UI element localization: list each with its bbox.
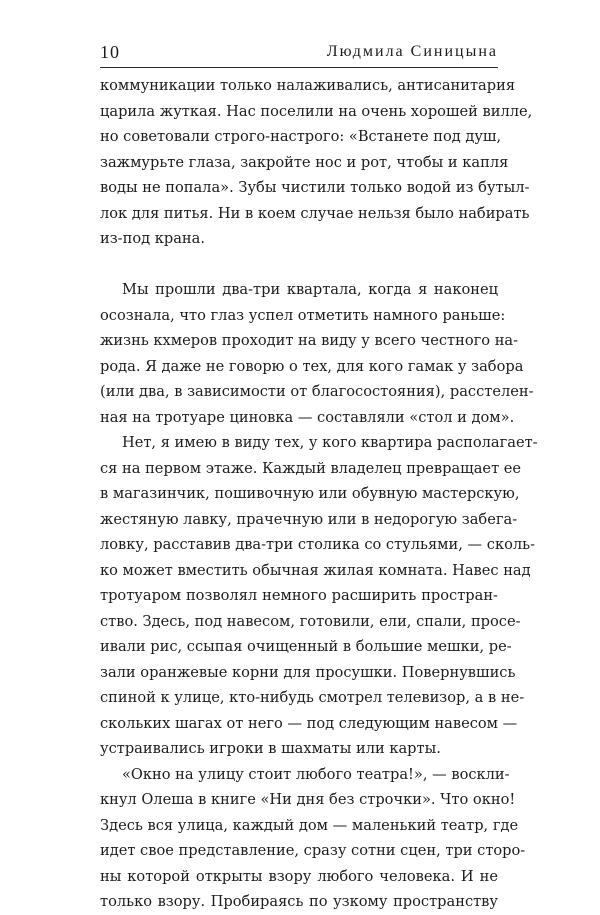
text-line: Здесь вся улица, каждый дом — маленький театр, где [100, 816, 519, 834]
text-line: «Окно на улицу стоит любого театра!», — воскли- [122, 765, 510, 783]
text-line: скольких шагах от него — под следующим навесом — [100, 714, 518, 732]
body-text [100, 73, 538, 915]
running-title: Людмила Синицына [326, 43, 498, 60]
text-line: тротуаром позволял немного расширить простран- [100, 587, 498, 604]
text-line: (или два, в зависимости от благосостояния), расстелен- [100, 383, 534, 400]
text-line: ко может вместить обычная жилая комната. Навес над [100, 561, 531, 579]
running-head [100, 42, 498, 68]
text-line: идет свое представление, сразу сотни сцен, три сторо- [100, 842, 526, 859]
text-line: из-под крана. [100, 230, 205, 247]
paragraph-3 [100, 430, 538, 762]
text-line: ная на тротуаре циновка — составляли «стол и дом». [100, 408, 515, 426]
text-line: коммуникации только налаживались, антисанитария [100, 77, 516, 94]
text-line: Нет, я имею в виду тех, у кого квартира располагает- [122, 434, 538, 451]
paragraph-2 [100, 277, 534, 430]
text-line: зажмурьте глаза, закройте нос и рот, чтобы и капля [100, 153, 509, 171]
text-line: спиной к улице, кто-нибудь смотрел телевизор, а в не- [100, 689, 525, 706]
text-line: воды не попала». Зубы чистили только водой из бутыл- [100, 179, 530, 196]
text-line: жизнь кхмеров проходит на виду у всего честного на- [100, 332, 519, 349]
text-line: Мы прошли два-три квартала, когда я наконец [122, 281, 498, 298]
text-line: ся на первом этаже. Каждый владелец превращает ее [100, 459, 522, 477]
paragraph-4 [100, 762, 526, 915]
text-line: ство. Здесь, под навесом, готовили, ели, спали, просе- [100, 612, 521, 630]
text-line: устраивались игроки в шахматы или карты. [100, 740, 441, 757]
text-line: кнул Олеша в книге «Ни дня без строчки». Что окно! [100, 791, 516, 808]
text-line: ны которой открыты взору любого человека. И не [100, 867, 498, 885]
text-line: лок для питья. Ни в коем случае нельзя было набирать [100, 204, 530, 222]
page-number: 10 [100, 42, 120, 62]
paragraph-1 [100, 73, 533, 252]
text-line: зали оранжевые корни для просушки. Повернувшись [100, 663, 516, 681]
text-line: осознала, что глаз успел отметить намного раньше: [100, 306, 506, 324]
text-line: царила жуткая. Нас поселили на очень хорошей вилле, [100, 102, 533, 120]
header-rule [100, 67, 498, 68]
text-line: но советовали строго-настрого: «Встанете под душ, [100, 128, 502, 145]
text-line: только взору. Пробираясь по узкому пространству [100, 893, 498, 910]
text-line: в магазинчик, пошивочную или обувную мастерскую, [100, 485, 520, 502]
text-line: рода. Я даже не говорю о тех, для кого гамак у забора [100, 357, 524, 375]
text-line: ловку, расставив два-три столика со стульями, — сколь- [100, 536, 535, 553]
text-line: жестяную лавку, прачечную или в недорогую забега- [100, 510, 518, 528]
text-line: ивали рис, ссыпая очищенный в большие мешки, ре- [100, 638, 512, 655]
section-break [100, 252, 498, 278]
